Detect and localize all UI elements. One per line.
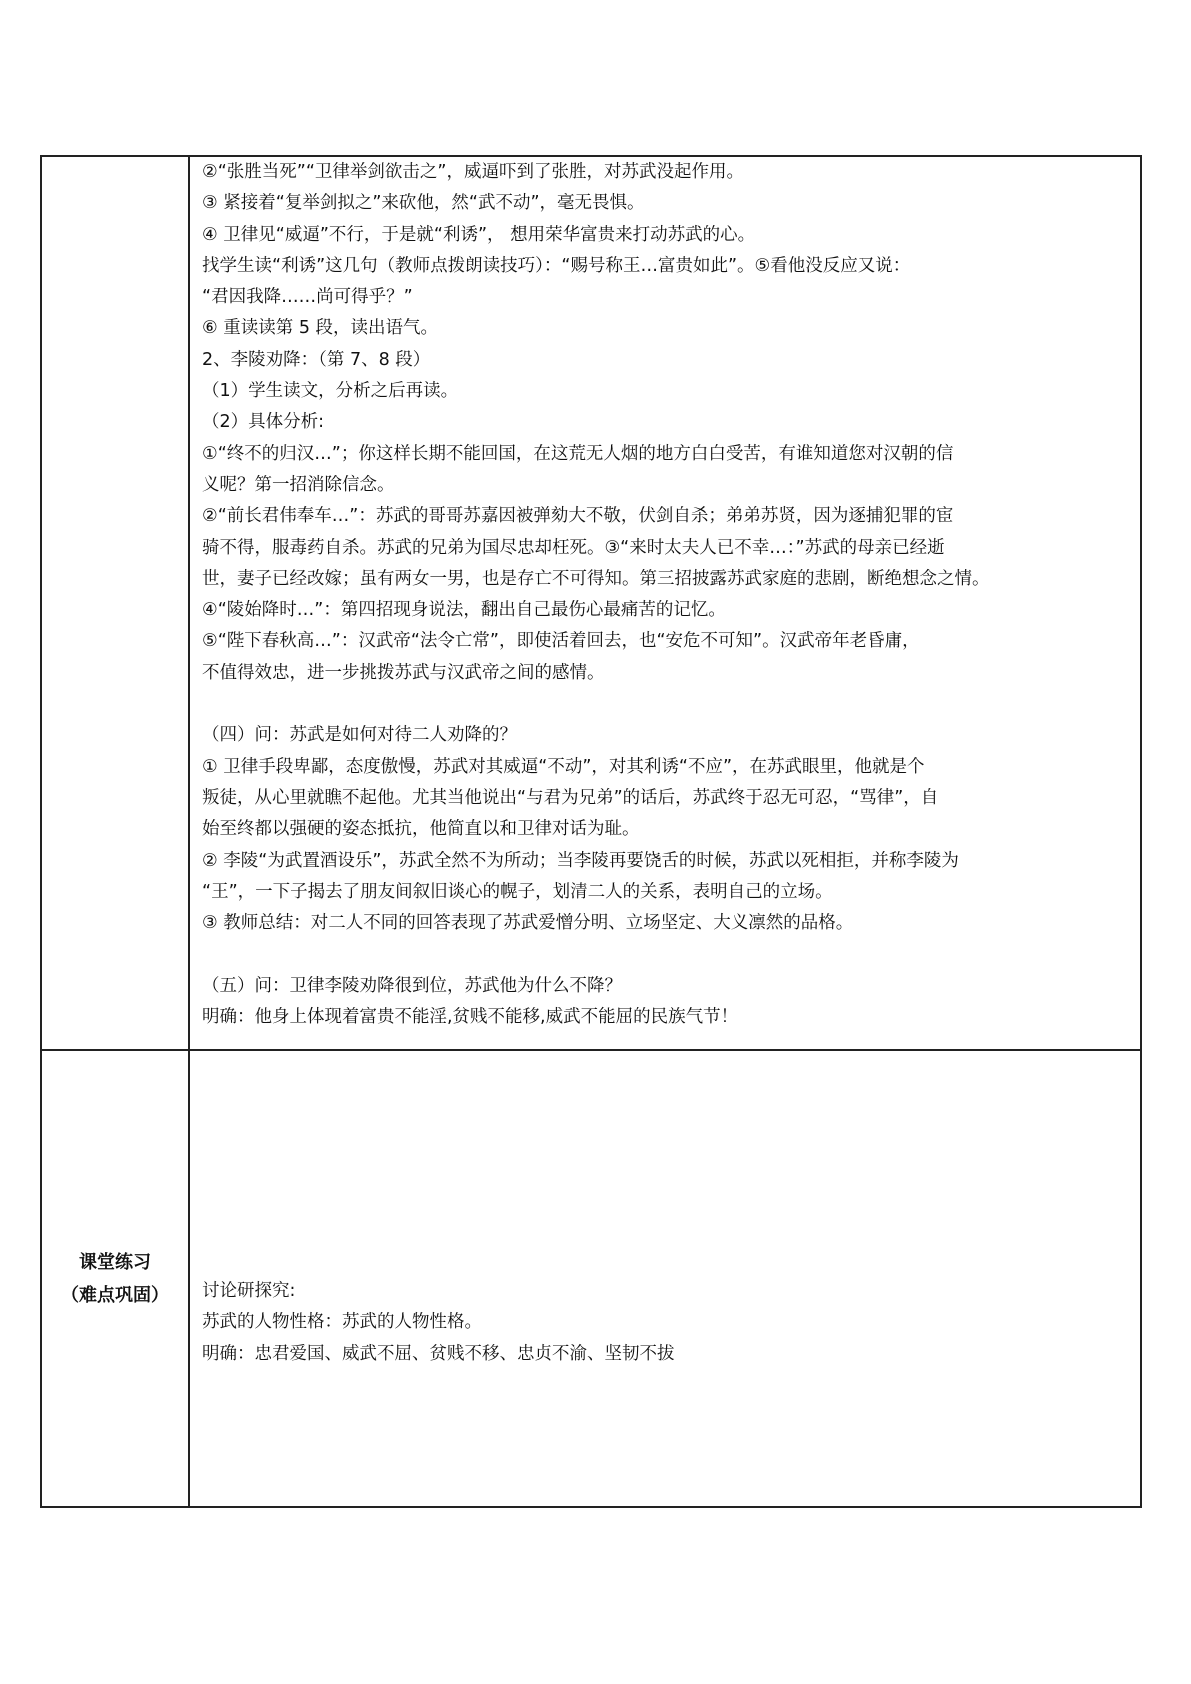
text-line: ④“陵始降时…”：第四招现身说法，翻出自己最伤心最痛苦的记忆。 (202, 600, 726, 621)
text-line: “君因我降……尚可得乎？” (202, 287, 413, 308)
class-practice-text (190, 1051, 1140, 1370)
text-line: ③ 教师总结：对二人不同的回答表现了苏武爱憎分明、立场坚定、大义凛然的品格。 (202, 913, 854, 934)
teaching-process-row (41, 156, 1141, 1050)
class-practice-row (41, 1050, 1141, 1507)
text-line: （2）具体分析: (202, 412, 325, 433)
text-line: 苏武的人物性格：苏武的人物性格。 (202, 1312, 482, 1333)
text-line: （四）问：苏武是如何对待二人劝降的？ (202, 725, 517, 746)
text-line: 世，妻子已经改嫁；虽有两女一男，也是存亡不可得知。第三招披露苏武家庭的悲剧，断绝想念之情。 (202, 568, 990, 589)
text-line: ④ 卫律见“威逼”不行，于是就“利诱”， 想用荣华富贵来打动苏武的心。 (202, 224, 756, 245)
class-practice-label-cell (41, 1050, 189, 1507)
teaching-process-text (190, 157, 1140, 1033)
teaching-process-content (189, 156, 1141, 1050)
text-line: 讨论研探究: (202, 1281, 296, 1301)
text-line: “王”，一下子揭去了朋友间叙旧谈心的幌子，划清二人的关系，表明自己的立场。 (202, 881, 833, 902)
text-line: 找学生读“利诱”这几句（教师点拨朗读技巧）：“赐号称王…富贵如此”。⑤看他没反应又说： (202, 255, 911, 276)
text-line: 叛徒，从心里就瞧不起他。尤其当他说出“与君为兄弟”的话后，苏武终于忍无可忍，“骂律”，自 (202, 787, 939, 808)
text-line: 明确：忠君爱国、威武不屈、贫贱不移、忠贞不渝、坚韧不拔 (202, 1343, 675, 1364)
text-line: ②“前长君伟奉车…”：苏武的哥哥苏嘉因被弹劾大不敬，伏剑自杀；弟弟苏贤，因为逐捕犯罪的宦 (202, 506, 954, 527)
blank-line (202, 939, 1134, 970)
text-line: 不值得效忠，进一步挑拨苏武与汉武帝之间的感情。 (202, 662, 605, 683)
text-line: 义呢？第一招消除信念。 (202, 474, 395, 495)
text-line: 明确：他身上体现着富贵不能淫,贫贱不能移,威武不能屈的民族气节！ (202, 1007, 739, 1028)
class-practice-sublabel: （难点巩固） (61, 1284, 169, 1306)
text-line: ③ 紧接着“复举剑拟之”来砍他，然“武不动”，毫无畏惧。 (202, 193, 645, 214)
class-practice-label: 课堂练习 (79, 1251, 151, 1273)
text-line: 始至终都以强硬的姿态抵抗，他简直以和卫律对话为耻。 (202, 819, 640, 840)
lesson-plan-table (40, 155, 1142, 1508)
text-line: ② 李陵“为武置酒设乐”，苏武全然不为所动；当李陵再要饶舌的时候，苏武以死相拒，并称李陵为 (202, 850, 959, 871)
row-label-empty (41, 156, 189, 1050)
text-line: ⑥ 重读读第 5 段，读出语气。 (202, 318, 439, 339)
text-line: ①“终不的归汉…”；你这样长期不能回国，在这荒无人烟的地方白白受苦，有谁知道您对汉朝的信 (202, 443, 954, 464)
text-line: （1）学生读文，分析之后再读。 (202, 381, 459, 402)
text-line: 骑不得，服毒药自杀。苏武的兄弟为国尽忠却枉死。③“来时太夫人已不幸…：”苏武的母亲已经逝 (202, 537, 945, 558)
text-line: ②“张胜当死”“卫律举剑欲击之”，威逼吓到了张胜，对苏武没起作用。 (202, 162, 744, 182)
text-line: ① 卫律手段卑鄙，态度傲慢，苏武对其威逼“不动”，对其利诱“不应”，在苏武眼里，他就是个 (202, 756, 925, 777)
blank-line (202, 689, 1134, 720)
text-line: （五）问：卫律李陵劝降很到位，苏武他为什么不降？ (202, 975, 622, 996)
text-line: 2、李陵劝降：（第 7、8 段） (202, 349, 431, 370)
text-line: ⑤“陛下春秋高…”：汉武帝“法令亡常”，即使活着回去，也“安危不可知”。汉武帝年老昏庸， (202, 631, 920, 652)
class-practice-content (189, 1050, 1141, 1507)
